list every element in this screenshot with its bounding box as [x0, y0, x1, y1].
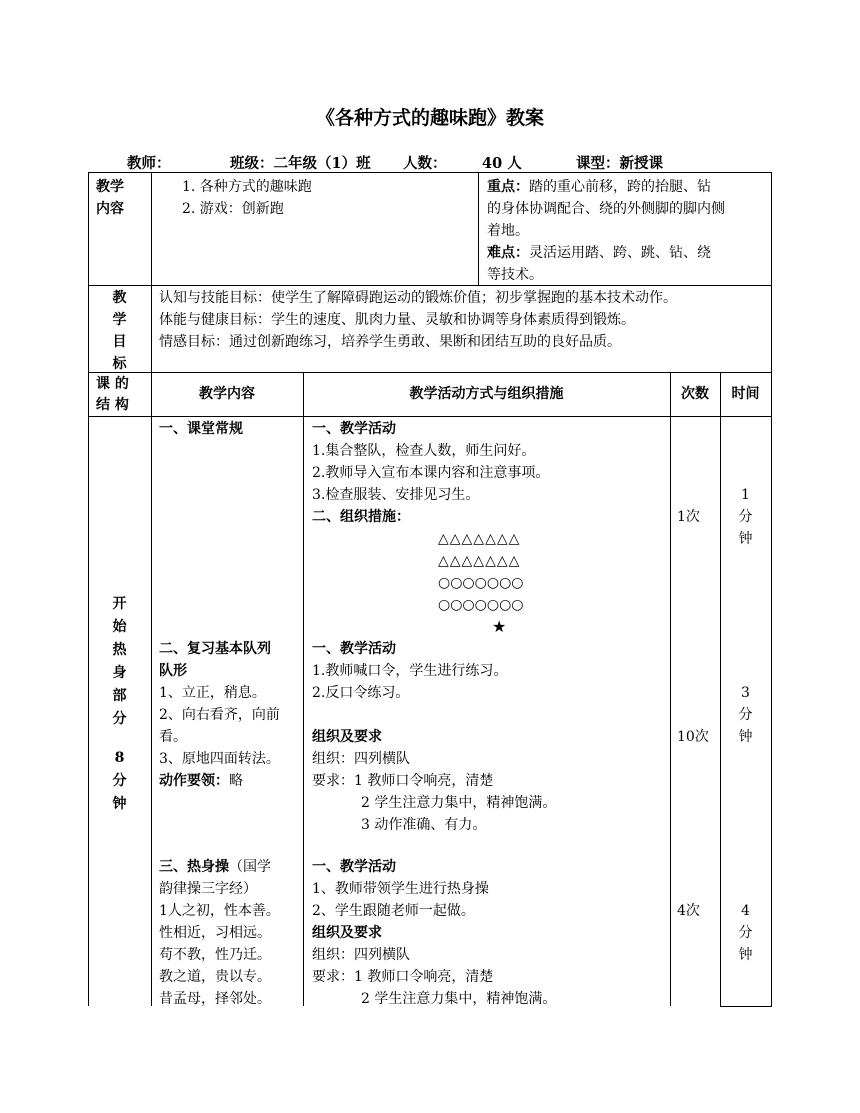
content-item-1: 1. 各种方式的趣味跑 [182, 179, 312, 195]
part3-content-2: 性相近，习相远。 [159, 925, 271, 941]
lesson-type: 课型：新授课 [576, 155, 663, 172]
goal-emotion: 情感目标：通过创新跑练习，培养学生勇敢、果断和团结互助的良好品质。 [159, 334, 621, 350]
goals-label: 教 学 目 标 [112, 290, 127, 372]
part3-duration: 4 分 钟 [738, 903, 753, 963]
part1-activity-title: 一、教学活动 [312, 421, 396, 437]
part3-req-2: 2 学生注意力集中，精神饱满。 [361, 991, 557, 1007]
formation-row-3: ○○○○○○○ [438, 575, 524, 591]
part2-activity-title: 一、教学活动 [312, 641, 396, 657]
part3-content-1: 1人之初，性本善。 [159, 903, 280, 919]
col-structure-line2: 结 构 [96, 397, 129, 413]
col-activity: 教学活动方式与组织措施 [409, 386, 564, 402]
content-label-line1: 教学 [96, 179, 124, 195]
part3-content-title: 三、热身操（国学 [159, 859, 271, 875]
content-label-line2: 内容 [96, 201, 124, 217]
part2-activity-1: 1.教师喊口令，学生进行练习。 [312, 663, 508, 679]
part2-activity-2: 2.反口令练习。 [312, 685, 410, 701]
part3-activity-title: 一、教学活动 [312, 859, 396, 875]
part2-times: 10次 [677, 729, 709, 745]
page-title: 《各种方式的趣味跑》教案 [315, 107, 544, 129]
teacher-star-icon: ★ [492, 617, 507, 636]
part3-content-4: 教之道，贵以专。 [159, 969, 271, 985]
part2-req-3: 3 动作准确、有力。 [361, 817, 487, 833]
part2-content-title-line2: 队形 [159, 663, 187, 679]
goal-skill: 认知与技能目标：使学生了解障碍跑运动的锻炼价值；初步掌握跑的基本技术动作。 [159, 290, 677, 306]
part3-org-title: 组织及要求 [312, 925, 382, 941]
class-label: 班级：二年级（1）班 [230, 155, 371, 172]
part2-content-title: 二、复习基本队列 [159, 641, 271, 657]
difficulty-line2: 等技术。 [487, 267, 543, 283]
part3-org: 组织：四列横队 [312, 947, 410, 963]
content-item-2: 2. 游戏：创新跑 [182, 201, 284, 217]
part1-times: 1次 [677, 509, 700, 525]
formation-row-1: △△△△△△△ [438, 531, 521, 547]
part3-content-title-line2: 韵律操三字经） [159, 881, 257, 897]
key-point-line3: 着地。 [487, 223, 529, 239]
part2-req-1: 要求：1 教师口令响亮，清楚 [312, 773, 494, 789]
part2-content-3: 3、原地四面转法。 [159, 751, 280, 767]
part1-content-title: 一、课堂常规 [159, 421, 243, 437]
part3-activity-2: 2、学生跟随老师一起做。 [312, 903, 475, 919]
goal-fitness: 体能与健康目标：学生的速度、肌肉力量、灵敏和协调等身体素质得到锻炼。 [159, 312, 635, 328]
part2-content-2: 2、向右看齐，向前 [159, 707, 280, 723]
part3-req-1: 要求：1 教师口令响亮，清楚 [312, 969, 494, 985]
part3-times: 4次 [677, 903, 700, 919]
section-name: 开 始 热 身 部 分 8 分 钟 [112, 596, 127, 812]
part3-activity-1: 1、教师带领学生进行热身操 [312, 881, 489, 897]
difficulty: 难点：灵活运用踏、跨、跳、钻、绕 [487, 245, 711, 261]
count-value: 40 人 [482, 155, 522, 172]
part2-content-2b: 看。 [159, 729, 187, 745]
key-point: 重点：踏的重心前移，跨的抬腿、钻 [487, 179, 711, 195]
count-label: 人数： [403, 155, 447, 172]
part2-org-title: 组织及要求 [312, 729, 382, 745]
part2-req-2: 2 学生注意力集中，精神饱满。 [361, 795, 557, 811]
part3-content-3: 苟不教，性乃迁。 [159, 947, 271, 963]
part2-content-1: 1、立正，稍息。 [159, 685, 266, 701]
part3-content-5: 昔孟母，择邻处。 [159, 991, 271, 1007]
col-times: 次数 [681, 386, 709, 402]
part1-activity-2: 2.教师导入宣布本课内容和注意事项。 [312, 465, 550, 481]
formation-row-4: ○○○○○○○ [438, 597, 524, 613]
col-content: 教学内容 [199, 386, 255, 402]
col-duration: 时间 [731, 386, 760, 402]
part1-activity-3: 3.检查服装、安排见习生。 [312, 487, 480, 503]
part2-essentials: 动作要领：略 [159, 773, 243, 789]
part1-activity-1: 1.集合整队，检查人数，师生问好。 [312, 443, 536, 459]
key-point-line2: 的身体协调配合、绕的外侧脚的脚内侧 [487, 201, 725, 217]
formation-row-2: △△△△△△△ [438, 553, 521, 569]
col-structure-line1: 课 的 [96, 376, 129, 392]
part1-duration: 1 分 钟 [738, 487, 753, 547]
teacher-label: 教师： [127, 155, 171, 172]
part2-duration: 3 分 钟 [738, 685, 753, 745]
part1-org-title: 二、组织措施： [312, 509, 410, 525]
part2-org: 组织：四列横队 [312, 751, 410, 767]
